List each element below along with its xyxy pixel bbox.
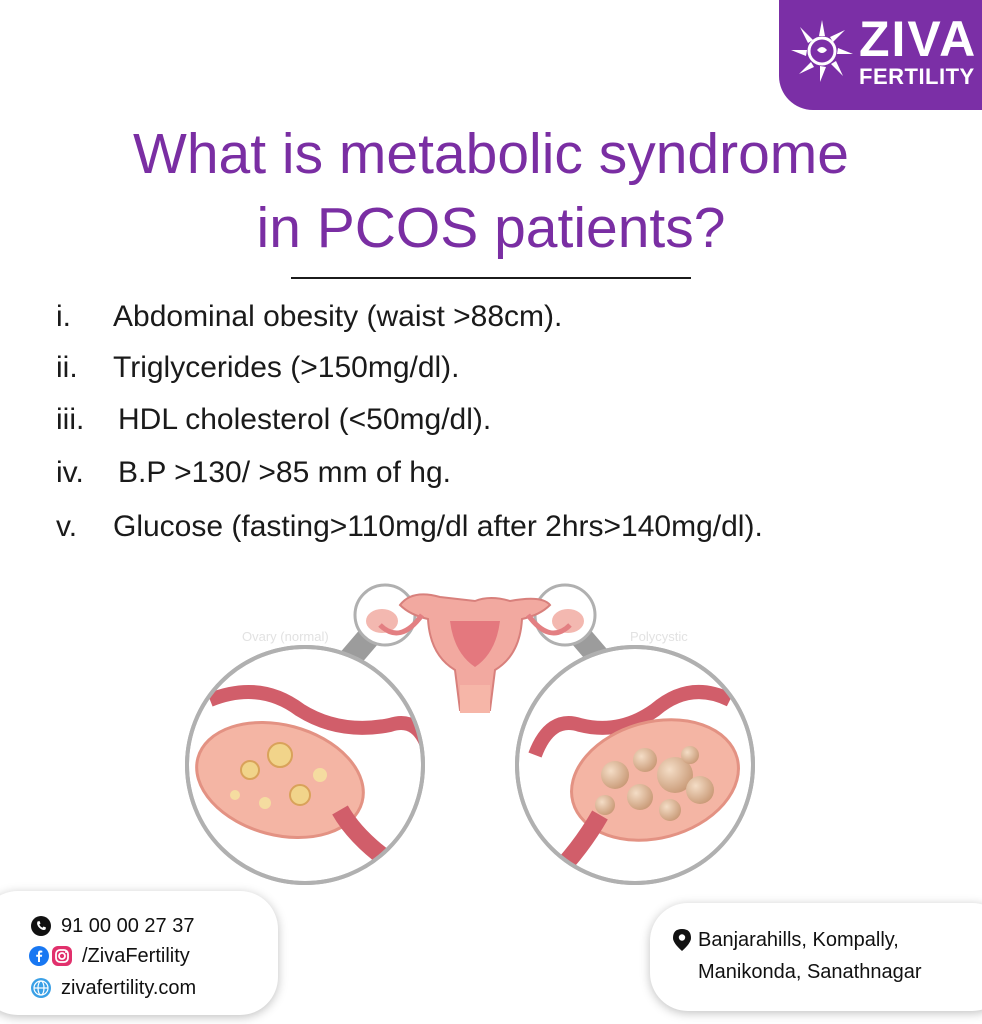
pcos-ovary-illustration xyxy=(150,575,800,895)
page-title-line-1: What is metabolic syndrome xyxy=(133,122,849,186)
facebook-icon xyxy=(29,946,49,966)
criteria-text: Triglycerides (>150mg/dl). xyxy=(113,351,460,384)
globe-icon xyxy=(31,978,51,998)
phone-number: 91 00 00 27 37 xyxy=(61,915,195,937)
address-line-2: Manikonda, Sanathnagar xyxy=(698,961,922,983)
brand-name: ZIVA xyxy=(859,11,978,67)
phone-icon xyxy=(31,916,51,936)
address-line-1: Banjarahills, Kompally, xyxy=(698,929,899,951)
brand-logo xyxy=(779,0,982,110)
illustration-label-polycystic: Polycystic xyxy=(630,629,688,644)
criteria-number: iv. xyxy=(56,456,84,489)
criteria-number: ii. xyxy=(56,351,78,384)
criteria-number: iii. xyxy=(56,403,85,436)
website-link: zivafertility.com xyxy=(61,977,197,999)
location-pin-icon xyxy=(673,929,691,951)
contact-card xyxy=(0,891,278,1015)
instagram-icon xyxy=(52,946,72,966)
sun-logo-icon xyxy=(787,16,857,86)
criteria-text: Glucose (fasting>110mg/dl after 2hrs>140mg/dl). xyxy=(113,510,763,543)
address-card xyxy=(650,903,982,1011)
title-divider xyxy=(291,277,691,279)
page-title-line-2: in PCOS patients? xyxy=(256,196,726,260)
criteria-text: HDL cholesterol (<50mg/dl). xyxy=(118,403,492,436)
criteria-number: v. xyxy=(56,510,78,543)
criteria-text: B.P >130/ >85 mm of hg. xyxy=(118,456,451,489)
criteria-number: i. xyxy=(56,300,71,333)
illustration-label-normal: Ovary (normal) xyxy=(242,629,329,644)
brand-subname: FERTILITY xyxy=(859,64,975,89)
social-handle: /ZivaFertility xyxy=(82,945,190,967)
criteria-text: Abdominal obesity (waist >88cm). xyxy=(113,300,563,333)
